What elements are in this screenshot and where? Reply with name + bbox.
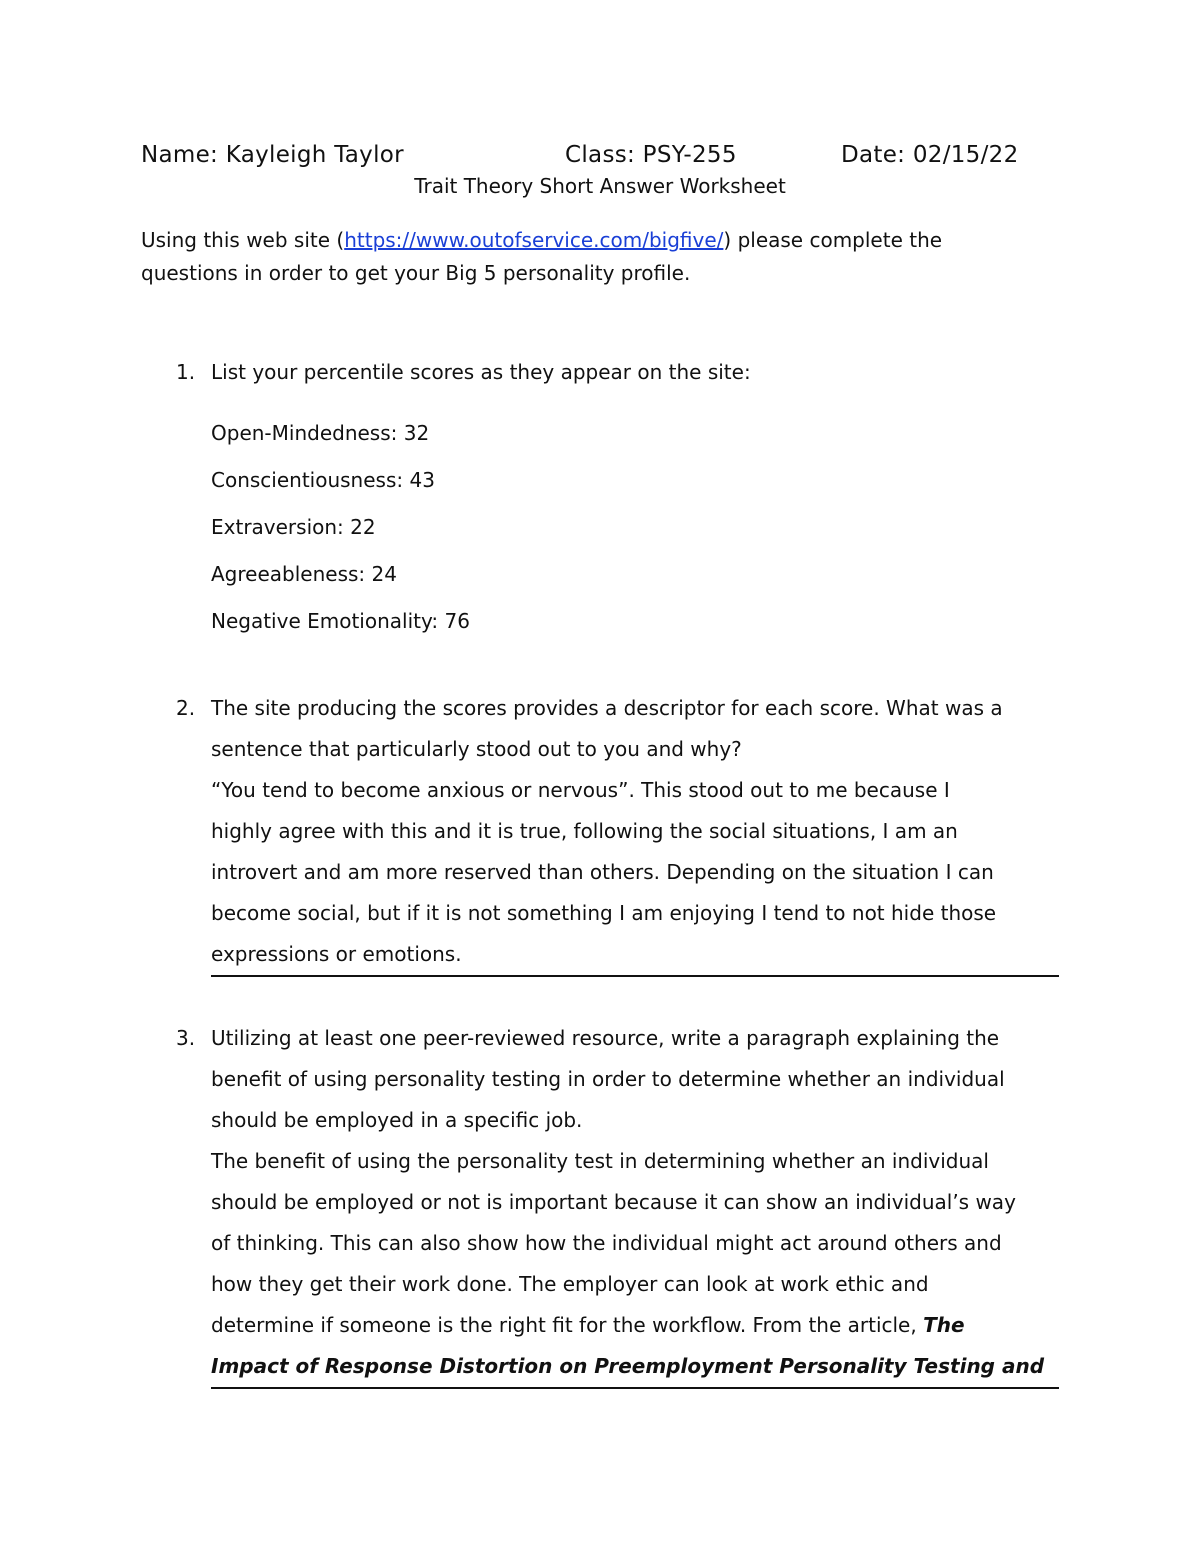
score-conscientiousness: Conscientiousness: 43 [211,468,435,492]
answer-line [211,1346,1059,1389]
score-list [211,414,470,649]
question-number: 2. [176,696,196,720]
header-row [141,142,1041,176]
question-number: 3. [176,1026,196,1050]
question-prompt-line: should be employed in a specific job. [211,1108,583,1132]
score-extraversion: Extraversion: 22 [211,515,376,539]
answer-line: become social, but if it is not something I am enjoying I tend to not hide those [211,901,997,925]
question-prompt-line: The site producing the scores provides a descriptor for each score. What was a [211,696,1003,720]
answer-line: how they get their work done. The employer can look at work ethic and [211,1272,929,1296]
intro-paragraph [141,224,1041,290]
article-title-continued: Impact of Response Distortion on Preemployment Personality Testing and [211,1354,1045,1378]
bigfive-link[interactable]: https://www.outofservice.com/bigfive/ [344,228,724,252]
score-agreeableness: Agreeableness: 24 [211,562,397,586]
score-negative-emotionality: Negative Emotionality: 76 [211,609,470,633]
intro-text-after: ) please complete the questions in order to get your Big 5 personality profile. [141,228,943,285]
answer-line [211,1305,1061,1346]
answer-line: should be employed or not is important because it can show an individual’s way [211,1190,1016,1214]
class-code: Class: PSY-255 [565,142,737,168]
intro-text-before: Using this web site ( [141,228,345,252]
question-prompt-line: Utilizing at least one peer-reviewed resource, write a paragraph explaining the [211,1026,1000,1050]
student-name: Name: Kayleigh Taylor [141,142,404,168]
answer-line: introvert and am more reserved than others. Depending on the situation I can [211,860,994,884]
answer-line: highly agree with this and it is true, following the social situations, I am an [211,819,958,843]
answer-line: The benefit of using the personality test in determining whether an individual [211,1149,989,1173]
worksheet-title: Trait Theory Short Answer Worksheet [414,174,786,198]
answer-text: determine if someone is the right fit for the workflow. From the article, [211,1313,924,1337]
answer-line: “You tend to become anxious or nervous”. This stood out to me because I [211,778,950,802]
question-prompt-line: benefit of using personality testing in order to determine whether an individual [211,1067,1005,1091]
answer-line: of thinking. This can also show how the individual might act around others and [211,1231,1002,1255]
date: Date: 02/15/22 [841,142,1019,168]
question-prompt: List your percentile scores as they appear on the site: [211,360,751,384]
score-open-mindedness: Open-Mindedness: 32 [211,421,430,445]
article-title-start: The [923,1313,965,1337]
question-number: 1. [176,360,196,384]
answer-line: expressions or emotions. [211,934,1059,977]
question-prompt-line: sentence that particularly stood out to you and why? [211,737,742,761]
